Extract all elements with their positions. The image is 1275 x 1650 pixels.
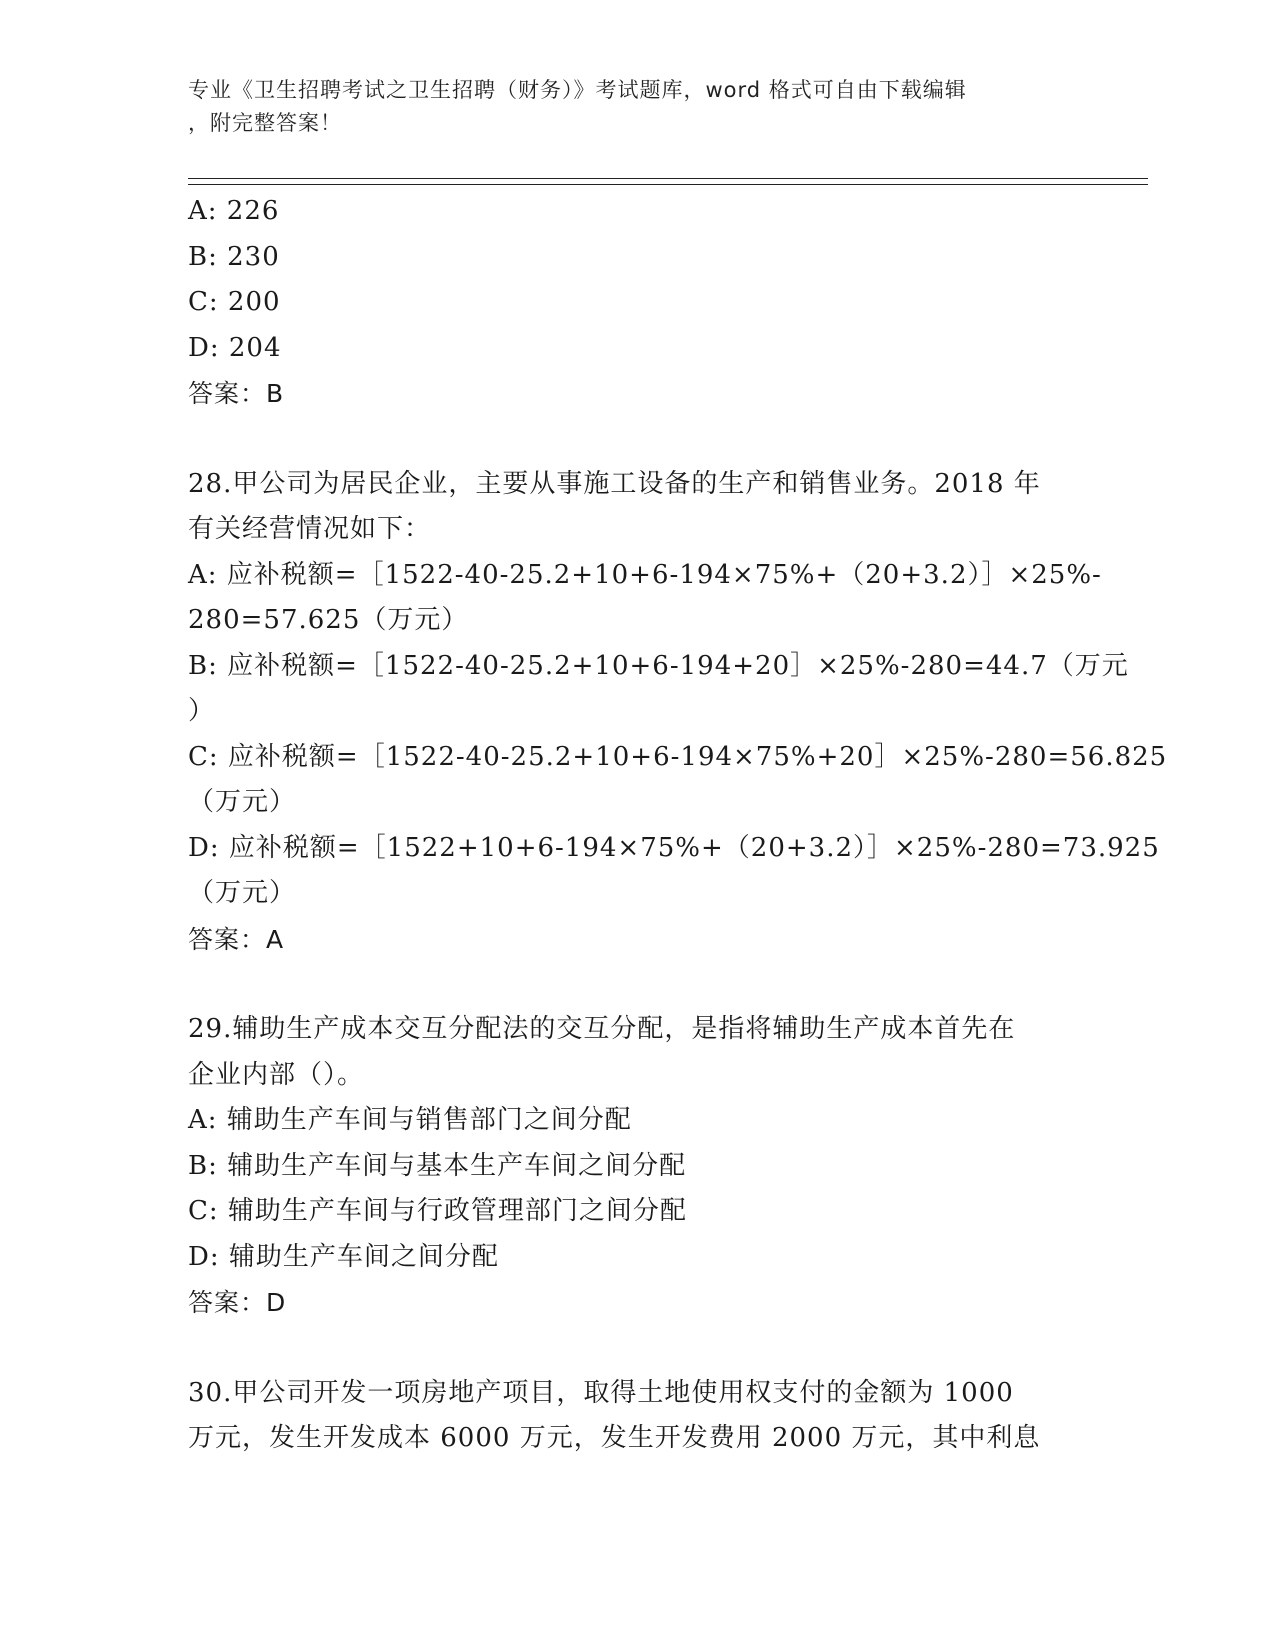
question-stem: 28.甲公司为居民企业，主要从事施工设备的生产和销售业务。2018 年: [188, 468, 1041, 499]
document-header: [188, 74, 1068, 140]
option-c-cont: （万元）: [188, 787, 297, 817]
answer: 答案：B: [188, 379, 285, 408]
question-stem: 有关经营情况如下：: [188, 514, 432, 544]
option-b: B: 230: [188, 241, 280, 272]
question-29: [188, 1007, 1088, 1326]
question-stem: 万元，发生开发成本 6000 万元，发生开发费用 2000 万元，其中利息: [188, 1423, 1041, 1453]
question-stem: 29.辅助生产成本交互分配法的交互分配，是指将辅助生产成本首先在: [188, 1014, 1016, 1044]
question-stem: 企业内部（）。: [188, 1059, 365, 1090]
question-30: [188, 1371, 1088, 1462]
header-line-2: ，附完整答案！: [188, 111, 342, 135]
option-c: C: 辅助生产车间与行政管理部门之间分配: [188, 1196, 687, 1226]
option-a: A: 226: [188, 196, 280, 226]
option-d: D: 辅助生产车间之间分配: [188, 1241, 499, 1272]
answer: 答案：D: [188, 1288, 287, 1317]
option-a: A: 应补税额=［1522-40-25.2+10+6-194×75%+（20+3.2）］×25%-: [188, 559, 1102, 590]
question-stem: 30.甲公司开发一项房地产项目，取得土地使用权支付的金额为 1000: [188, 1377, 1014, 1408]
option-d: D: 应补税额=［1522+10+6-194×75%+（20+3.2）］×25%-280=73.925: [188, 832, 1160, 863]
option-b: B: 应补税额=［1522-40-25.2+10+6-194+20］×25%-280=44.7（万元: [188, 650, 1129, 681]
option-d: D: 204: [188, 332, 282, 363]
option-a: A: 辅助生产车间与销售部门之间分配: [188, 1105, 632, 1135]
document-body: [188, 189, 1168, 1462]
option-c: C: 应补税额=［1522-40-25.2+10+6-194×75%+20］×25%-280=56.825: [188, 741, 1168, 772]
question-28: [188, 462, 1168, 963]
option-c: C: 200: [188, 287, 281, 317]
header-line-1: 专业《卫生招聘考试之卫生招聘（财务）》考试题库，word 格式可自由下载编辑: [188, 78, 967, 102]
option-a-cont: 280=57.625（万元）: [188, 605, 469, 635]
question-27: [188, 189, 1088, 417]
option-b: B: 辅助生产车间与基本生产车间之间分配: [188, 1150, 687, 1181]
header-divider: [188, 178, 1148, 185]
answer: 答案：A: [188, 924, 285, 954]
option-d-cont: （万元）: [188, 878, 297, 908]
option-b-cont: ）: [188, 696, 216, 726]
